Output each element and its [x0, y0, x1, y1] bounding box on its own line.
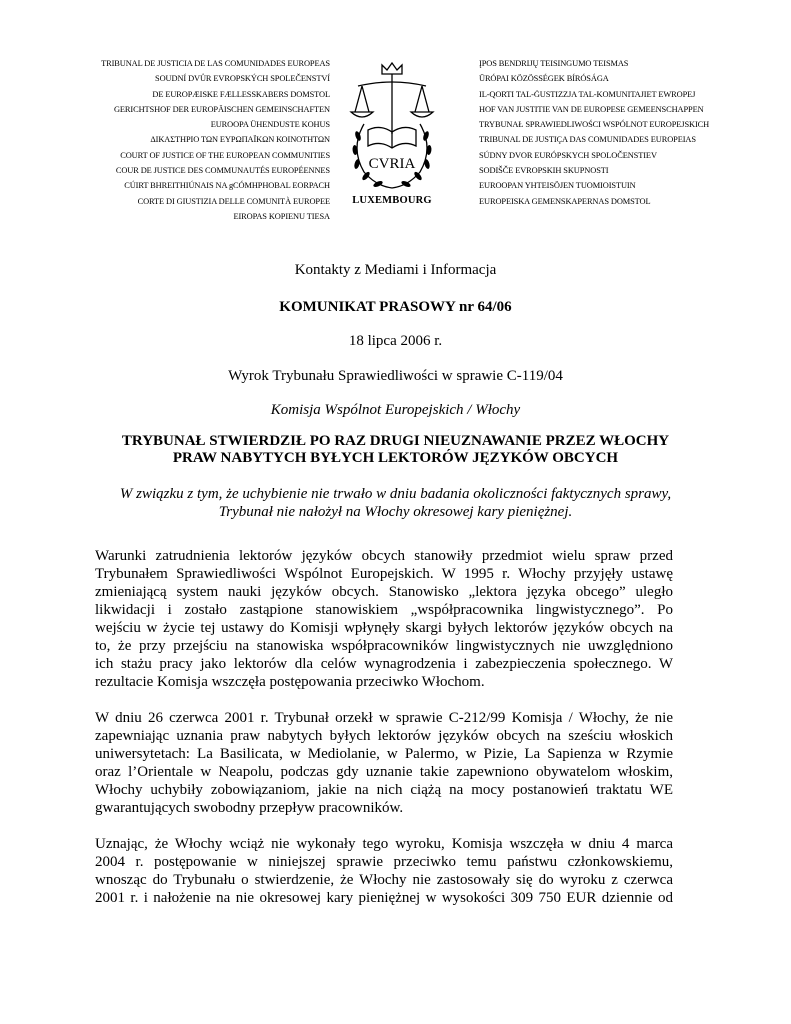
headline [0, 433, 791, 467]
text-line: oraz l’Orientale w Neapolu, podczas gdy uznanie takie zapewniono obywatelom włoskim, [95, 764, 673, 780]
text-line: zapewniając uznania praw nabytych byłych lektorów języków obcych na sześciu włoskich [95, 728, 673, 744]
text-line: W dniu 26 czerwca 2001 r. Trybunał orzekł w sprawie C-212/99 Komisja / Włochy, że nie [95, 710, 673, 726]
court-name: CÚIRT BHREITHIÚNAIS NA gCÓMHPHOBAL EORPACH [124, 181, 330, 191]
court-name: SÚDNY DVOR EURÓPSKYCH SPOLOČENSTIEV [479, 150, 657, 160]
court-name: EUROOPAN YHTEISÖJEN TUOMIOISTUIN [479, 181, 636, 191]
subheadline-line: W związku z tym, że uchybienie nie trwało w dniu badania okoliczności faktycznych sprawy, [119, 486, 672, 502]
text-line: to, że przy przejściu na stanowiska współpracowników lingwistycznych nie uwzględniono [95, 638, 673, 654]
text-line: Uznając, że Włochy wciąż nie wykonały tego wyroku, Komisja wszczęła w dniu 4 marca [95, 836, 673, 852]
city-label: LUXEMBOURG [352, 195, 432, 206]
text-line: rezultacie Komisja wszczęła postępowania przeciwko Włochom. [95, 674, 485, 690]
text-line: likwidacji i zostało zastąpione stanowiskiem „współpracownika lingwistycznego”. Po [95, 602, 673, 618]
court-name: COURT OF JUSTICE OF THE EUROPEAN COMMUNITIES [120, 150, 330, 160]
court-name: SOUDNÍ DVŮR EVROPSKÝCH SPOLEČENSTVÍ [155, 74, 330, 84]
judgment-line: Wyrok Trybunału Sprawiedliwości w sprawie C-119/04 [228, 368, 563, 384]
court-names-right [479, 56, 709, 209]
court-name: DE EUROPÆISKE FÆLLESSKABERS DOMSTOL [152, 89, 330, 99]
court-name: TRIBUNAL DE JUSTIÇA DAS COMUNIDADES EUROPEIAS [479, 135, 696, 145]
paragraph-2 [95, 709, 673, 817]
department: Kontakty z Mediami i Informacja [294, 262, 497, 278]
court-name: EUROOPA ÜHENDUSTE KOHUS [210, 120, 330, 130]
text-line: Włochy uchybiły zobowiązaniom, jakie na nich ciążą na mocy postanowień traktatu WE [95, 782, 673, 798]
paragraph-3 [95, 835, 673, 907]
subheadline [0, 485, 791, 521]
court-name: SODIŠČE EVROPSKIH SKUPNOSTI [479, 166, 609, 176]
text-line: wnosząc do Trybunału o stwierdzenie, że Włochy nie zastosowały się do wyroku z czerwca [95, 872, 673, 888]
court-letterhead [0, 56, 791, 226]
court-name: ΔΙΚΑΣΤΗΡΙΟ ΤΩΝ ΕΥΡΩΠΑΪΚΩΝ ΚΟΙΝΟΤΗΤΩΝ [150, 135, 330, 145]
paragraph-1 [95, 547, 673, 691]
court-name: ŪRÓPAI KÖZÖSSÉGEK BÍRÓSÁGA [479, 74, 609, 84]
text-line: zmieniającą system nauki języków obcych. Stanowisko „lektora języka obcego” uległo [95, 584, 673, 600]
text-line: gwarantujących swobodny przepływ pracowników. [95, 800, 404, 816]
text-line: uniwersytetach: La Basilicata, w Mediolanie, w Palermo, w Pizie, La Sapienza w Rzymie [95, 746, 673, 762]
court-name: COUR DE JUSTICE DES COMMUNAUTÉS EUROPÉENNES [115, 166, 330, 176]
release-date: 18 lipca 2006 r. [348, 333, 443, 349]
court-name: IL-QORTI TAL-ĠUSTIZZJA TAL-KOMUNITAJIET EWROPEJ [479, 89, 696, 99]
text-line: wejściu w życie tej ustawy do Komisji wpłynęły skargi byłych lektorów języków obcych na [95, 620, 673, 636]
logo-text: CVRIA [368, 156, 416, 172]
press-release-number: KOMUNIKAT PRASOWY nr 64/06 [279, 299, 512, 315]
court-name: CORTE DI GIUSTIZIA DELLE COMUNITÀ EUROPEE [137, 196, 330, 206]
text-line: 2004 r. postępowanie w niniejszej sprawie przeciwko temu państwu członkowskiemu, [95, 854, 673, 870]
court-name: TRIBUNAL DE JUSTICIA DE LAS COMUNIDADES EUROPEAS [101, 59, 330, 68]
court-name: TRYBUNAŁ SPRAWIEDLIWOŚCI WSPÓLNOT EUROPEJSKICH [479, 120, 710, 130]
headline-line: PRAW NABYTYCH BYŁYCH LEKTORÓW JĘZYKÓW OBCYCH [172, 450, 619, 466]
headline-line: TRYBUNAŁ STWIERDZIŁ PO RAZ DRUGI NIEUZNAWANIE PRZEZ WŁOCHY [121, 433, 670, 449]
court-name: EIROPAS KOPIENU TIESA [233, 211, 330, 221]
text-line: Warunki zatrudnienia lektorów języków obcych stanowiły przedmiot wielu spraw przed [95, 548, 673, 564]
scales-of-justice-icon [338, 60, 446, 208]
case-parties: Komisja Wspólnot Europejskich / Włochy [270, 402, 521, 418]
court-name: GERICHTSHOF DER EUROPÄISCHEN GEMEINSCHAFTEN [113, 104, 330, 114]
text-line: ich stażu pracy jako lektorów dla celów wynagrodzenia i zabezpieczenia społecznego. W [95, 656, 673, 672]
court-name: EUROPEISKA GEMENSKAPERNAS DOMSTOL [479, 196, 651, 206]
text-line: 2001 r. i nałożenie na nie okresowej kary pieniężnej w wysokości 309 750 EUR dziennie od [95, 890, 673, 906]
text-line: Trybunałem Sprawiedliwości Wspólnot Europejskich. W 1995 r. Włochy przyjęły ustawę [95, 566, 673, 582]
court-name: HOF VAN JUSTITIE VAN DE EUROPESE GEMEENSCHAPPEN [479, 104, 704, 114]
subheadline-line: Trybunał nie nałożył na Włochy okresowej kary pieniężnej. [218, 504, 573, 520]
court-names-left [101, 56, 330, 224]
court-name: ĮPOS BENDRIJŲ TEISINGUMO TEISMAS [479, 59, 629, 68]
